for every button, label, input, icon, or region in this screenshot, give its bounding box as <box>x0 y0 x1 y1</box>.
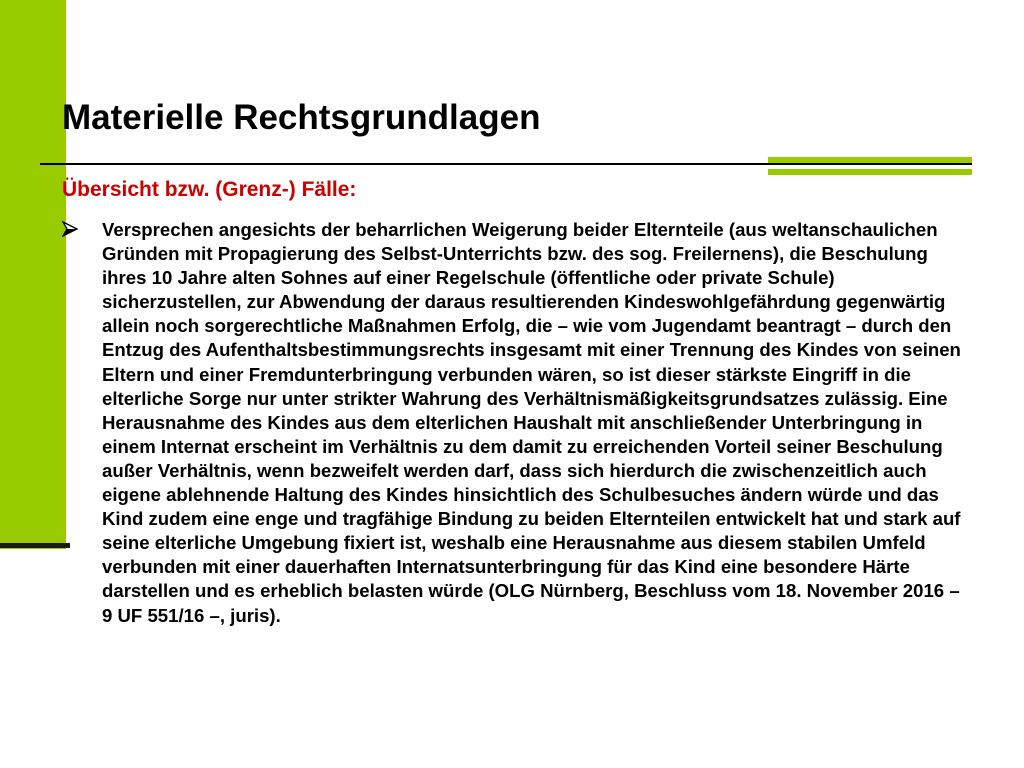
left-accent-band <box>0 0 66 549</box>
arrowhead-bullet-icon <box>62 218 102 628</box>
bullet-item <box>62 218 968 628</box>
accent-bar-bottom <box>768 169 972 175</box>
left-band-underline <box>0 543 70 548</box>
bullet-text: Versprechen angesichts der beharrlichen Weigerung beider Elternteile (aus weltanschaulichen Gründen mit Propagierung des Selbst-Unterrichts bzw. des sog. Freilernens), die Beschulung ihres 10 Jahre alten Sohnes auf einer Regelschule (öffentliche oder private Schule) sicherzustellen, zur Abwendung der daraus resultierenden Kindeswohlgefährdung gegenwärtig allein noch sorgerechtliche Maßnahmen Erfolg, die – wie vom Jugendamt beantragt – durch den Entzug des Aufenthaltsbestimmungsrechts insgesamt mit einer Trennung des Kindes von seinen Eltern und einer Fremdunterbringung verbunden wären, so ist dieser stärkste Eingriff in die elterliche Sorge nur unter strikter Wahrung des Verhältnismäßigkeitsgrundsatzes zulässig. Eine Herausnahme des Kindes aus dem elterlichen Haushalt mit anschließender Unterbringung in einem Internat erscheint im Verhältnis zu dem damit zu erreichenden Vorteil seiner Beschulung außer Verhältnis, wenn bezweifelt werden darf, dass sich hierdurch die zwischenzeitlich auch eigene ablehnende Haltung des Kindes hinsichtlich des Schulbesuches ändern würde und das Kind zudem eine enge und tragfähige Bindung zu beiden Elternteilen entwickelt hat und stark auf seine elterliche Umgebung fixiert ist, weshalb eine Herausnahme aus diesem stabilen Umfeld verbunden mit einer dauerhaften Internatsunterbringung für das Kind eine besondere Härte darstellen und es erheblich belasten würde (OLG Nürnberg, Beschluss vom 18. November 2016 – 9 UF 551/16 –, juris). <box>102 219 961 626</box>
slide-subtitle: Übersicht bzw. (Grenz-) Fälle: <box>62 178 357 201</box>
title-accent-double-bar <box>768 157 972 176</box>
slide-title: Materielle Rechtsgrundlagen <box>62 98 541 137</box>
accent-bar-top <box>768 157 972 163</box>
